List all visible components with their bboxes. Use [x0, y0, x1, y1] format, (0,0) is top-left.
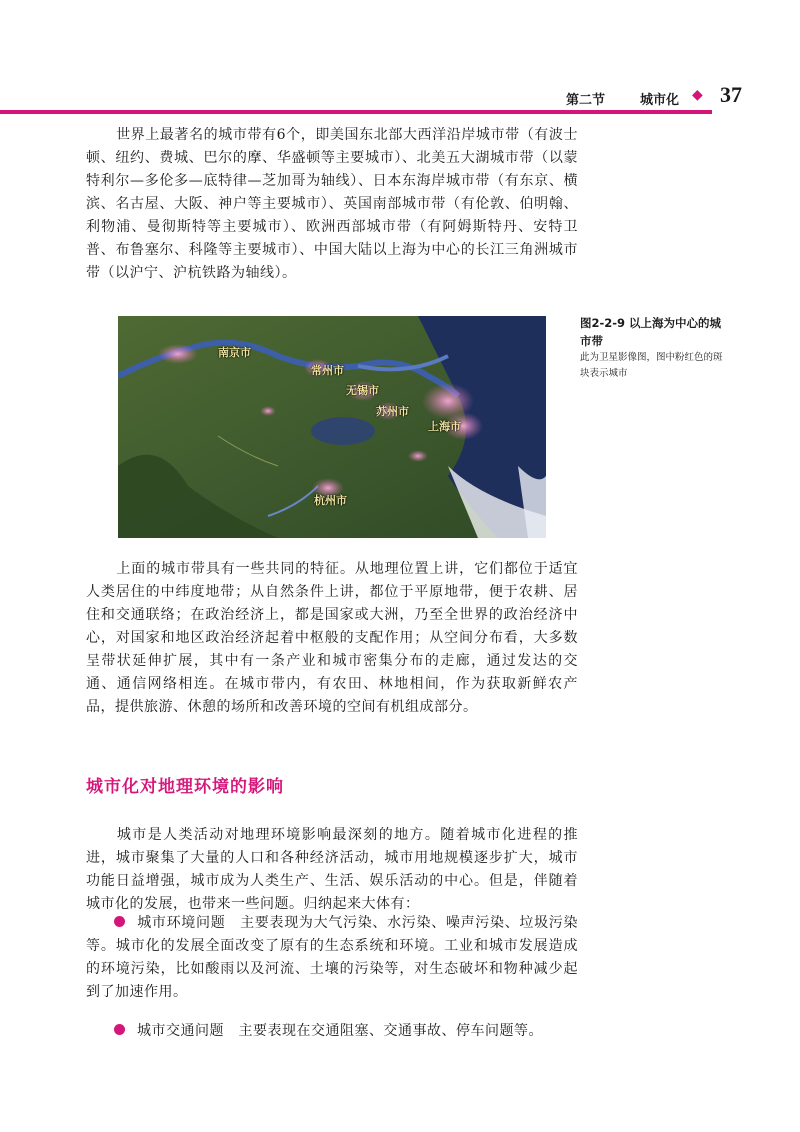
header-section: 第二节	[566, 93, 606, 108]
header-rule	[0, 110, 712, 114]
page-number: 37	[720, 82, 742, 107]
diamond-icon: ◆	[692, 87, 703, 103]
features-paragraph	[86, 558, 578, 719]
bullet-text: 主要表现为大气污染、水污染、噪声污染、垃圾污染等。城市化的发展全面改变了原有的生态系统和环境。工业和城市发展造成的环境污染，比如酸雨以及河流、土壤的污染等，对生态破坏和物种减少起到了加速作用。	[86, 915, 579, 1000]
map-label-nanjing: 南京市	[218, 346, 251, 359]
page-header	[0, 84, 800, 118]
intro-paragraph-text: 世界上最著名的城市带有6个，即美国东北部大西洋沿岸城市带（有波士顿、纽约、费城、巴尔的摩、华盛顿等主要城市）、北美五大湖城市带（以蒙特利尔—多伦多—底特律—芝加哥为轴线）、日本东海岸城市带（有东京、横滨、名古屋、大阪、神户等主要城市）、英国南部城市带（有伦敦、伯明翰、利物浦、曼彻斯特等主要城市）、欧洲西部城市带（有阿姆斯特丹、安特卫普、布鲁塞尔、科隆等主要城市）、中国大陆以上海为中心的长江三角洲城市带（以沪宁、沪杭铁路为轴线）。	[86, 127, 578, 281]
bullet-term: 城市环境问题	[137, 915, 226, 931]
figure-caption-note: 此为卫星影像图，图中粉红色的斑块表示城市	[580, 352, 723, 379]
satellite-map-figure	[118, 316, 546, 538]
bullet-item-environment	[86, 912, 578, 1004]
features-paragraph-text: 上面的城市带具有一些共同的特征。从地理位置上讲，它们都位于适宜人类居住的中纬度地带；从自然条件上讲，都位于平原地带，便于农耕、居住和交通联络；在政治经济上，都是国家或大洲，乃至全世界的政治经济中心，对国家和地区政治经济起着中枢般的支配作用；从空间分布看，大多数呈带状延伸扩展，其中有一条产业和城市密集分布的走廊，通过发达的交通、通信网络相连。在城市带内，有农田、林地相间，作为获取新鲜农产品，提供旅游、休憩的场所和改善环境的空间有机组成部分。	[86, 561, 578, 715]
map-label-wuxi: 无锡市	[346, 384, 379, 397]
intro-paragraph	[86, 124, 578, 285]
bullet-item-traffic	[86, 1020, 578, 1043]
map-label-changzhou: 常州市	[311, 364, 344, 377]
header-chapter: 城市化	[640, 93, 680, 108]
impact-paragraph-text: 城市是人类活动对地理环境影响最深刻的地方。随着城市化进程的推进，城市聚集了大量的人口和各种经济活动，城市用地规模逐步扩大，城市功能日益增强，城市成为人类生产、生活、娱乐活动的中心。但是，伴随着城市化的发展，也带来一些问题。归纳起来大体有：	[86, 827, 578, 912]
map-label-suzhou: 苏州市	[376, 405, 409, 418]
bullet-text: 主要表现在交通阻塞、交通事故、停车问题等。	[238, 1023, 543, 1039]
bullet-term: 城市交通问题	[137, 1023, 224, 1039]
bullet-dot-icon	[114, 916, 125, 927]
figure-caption	[580, 314, 730, 382]
map-label-shanghai: 上海市	[428, 420, 461, 433]
figure-caption-title: 图2-2-9 以上海为中心的城市带	[580, 316, 722, 348]
map-label-hangzhou: 杭州市	[314, 494, 347, 507]
impact-paragraph	[86, 824, 578, 916]
bullet-dot-icon	[114, 1024, 125, 1035]
section-heading: 城市化对地理环境的影响	[86, 777, 284, 797]
